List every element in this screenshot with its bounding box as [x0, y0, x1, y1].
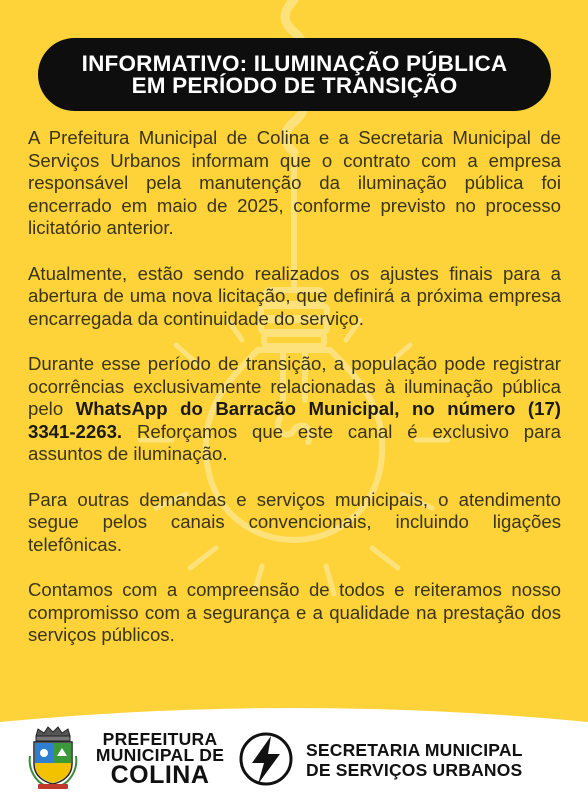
secretaria-line-2: DE SERVIÇOS URBANOS [306, 760, 523, 780]
prefeitura-line-1: PREFEITURA [102, 729, 218, 749]
paragraph-whatsapp-intro: Durante esse período de transição, a população pode registrar ocorrências exclusivamente relacionadas à iluminação pública pelo [28, 353, 561, 419]
paragraph-other-services: Para outras demandas e serviços municipais, o atendimento segue pelos canais convencionais, incluindo ligações telefônicas. [28, 488, 561, 555]
municipal-crest-icon [28, 726, 78, 790]
prefeitura-logo-text [90, 731, 230, 787]
secretaria-logo-text [306, 740, 566, 780]
title-line-2: EM PERÍODO DE TRANSIÇÃO [131, 72, 458, 98]
secretaria-line-1: SECRETARIA MUNICIPAL [306, 740, 523, 760]
paragraph-new-bidding: Atualmente, estão sendo realizados os ajustes finais para a abertura de uma nova licitação, que definirá a próxima empresa encarregada da continuidade do serviço. [28, 262, 561, 329]
lightning-bolt-icon [238, 730, 294, 788]
title-line-1: INFORMATIVO: ILUMINAÇÃO PÚBLICA [81, 50, 508, 76]
paragraph-closing: Contamos com a compreensão de todos e reiteramos nosso compromisso com a segurança e a qualidade na prestação dos serviços públicos. [28, 579, 561, 645]
paragraph-whatsapp-outro: Reforçamos que este canal é exclusivo para assuntos de iluminação. [28, 420, 561, 464]
notice-body [28, 127, 561, 670]
title-banner [38, 38, 551, 111]
prefeitura-line-3: COLINA [110, 761, 210, 789]
whatsapp-contact: WhatsApp do Barracão Municipal, no número (17) 3341-2263. [28, 398, 561, 442]
paragraph-contract: A Prefeitura Municipal de Colina e a Secretaria Municipal de Serviços Urbanos informam que o contrato com a empresa responsável pela manutenção da iluminação pública foi encerrado em maio de 2025, conforme previsto no processo licitatório anterior. [28, 127, 561, 238]
paragraph-whatsapp [28, 353, 561, 466]
prefeitura-line-2: MUNICIPAL DE [95, 745, 225, 765]
